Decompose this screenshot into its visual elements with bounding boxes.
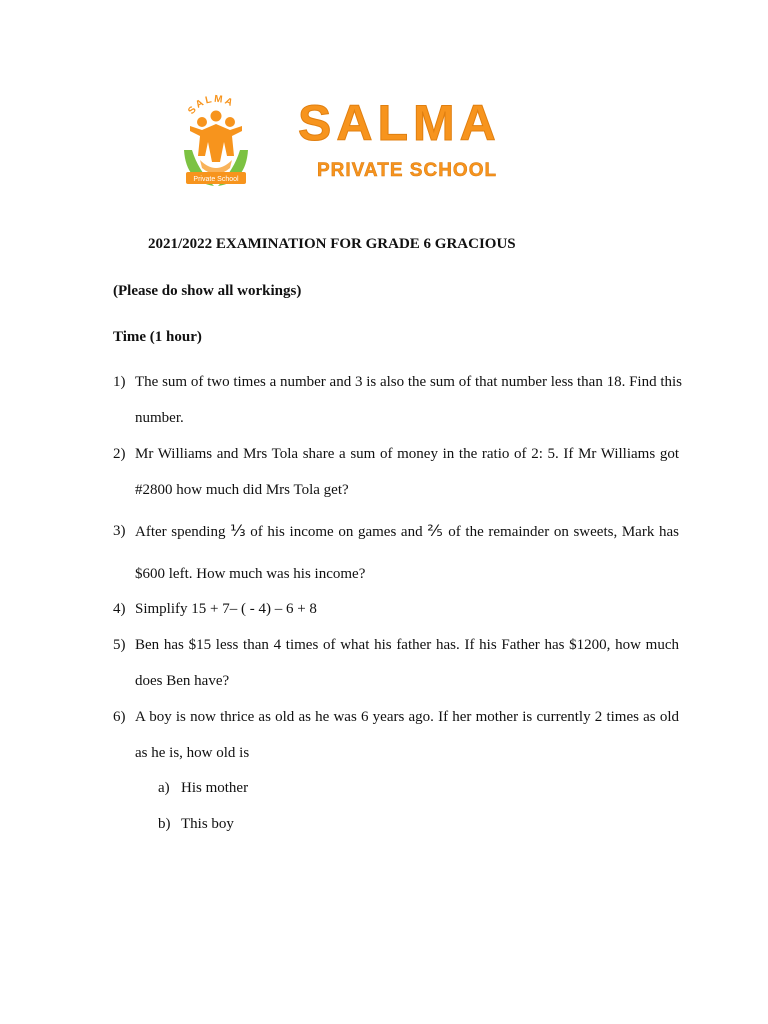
- exam-time: Time (1 hour): [113, 329, 202, 345]
- fraction-two-fifths: ⅖: [427, 521, 444, 540]
- question-text: does Ben have?: [135, 673, 230, 689]
- question-text: The sum of two times a number and 3 is also the sum of that number less than 18. Find this: [135, 374, 683, 390]
- question-text: Simplify 15 + 7– ( - 4) – 6 + 8: [135, 601, 317, 617]
- question-number: 5): [113, 637, 126, 653]
- question-number: 3): [113, 523, 126, 539]
- question-text: Ben has $15 less than 4 times of what his father has. If his Father has $1200, how much: [135, 637, 679, 653]
- question-number: 1): [113, 374, 126, 390]
- sub-question-letter: b): [158, 816, 171, 832]
- exam-title: 2021/2022 EXAMINATION FOR GRADE 6 GRACIOUS: [148, 236, 516, 252]
- question-number: 2): [113, 446, 126, 462]
- question-text-part: of his income on games and: [245, 524, 428, 540]
- emblem-banner-text: Private School: [193, 176, 239, 183]
- question-number: 4): [113, 601, 126, 617]
- question-number: 6): [113, 709, 126, 725]
- question-text: [135, 521, 679, 541]
- question-text: number.: [135, 410, 184, 426]
- fraction-one-third: ⅓: [230, 521, 246, 540]
- question-text-part: of the remainder on sweets, Mark has: [443, 524, 679, 540]
- school-emblem-logo: [180, 90, 252, 190]
- sub-question-text: His mother: [181, 780, 249, 796]
- question-text: as he is, how old is: [135, 745, 250, 761]
- question-text: Mr Williams and Mrs Tola share a sum of money in the ratio of 2: 5. If Mr Williams got: [135, 446, 679, 462]
- sub-question-letter: a): [158, 780, 170, 796]
- question-text: #2800 how much did Mrs Tola get?: [135, 482, 349, 498]
- exam-instruction: (Please do show all workings): [113, 283, 302, 299]
- question-text-part: After spending: [135, 524, 231, 540]
- school-subtitle: PRIVATE SCHOOL: [317, 160, 498, 181]
- school-name: SALMA: [298, 95, 501, 151]
- question-text: A boy is now thrice as old as he was 6 years ago. If her mother is currently 2 times as old: [135, 709, 679, 725]
- sub-question-text: This boy: [181, 816, 234, 832]
- svg-text:SALMA: SALMA: [186, 93, 237, 117]
- question-text: $600 left. How much was his income?: [135, 566, 366, 582]
